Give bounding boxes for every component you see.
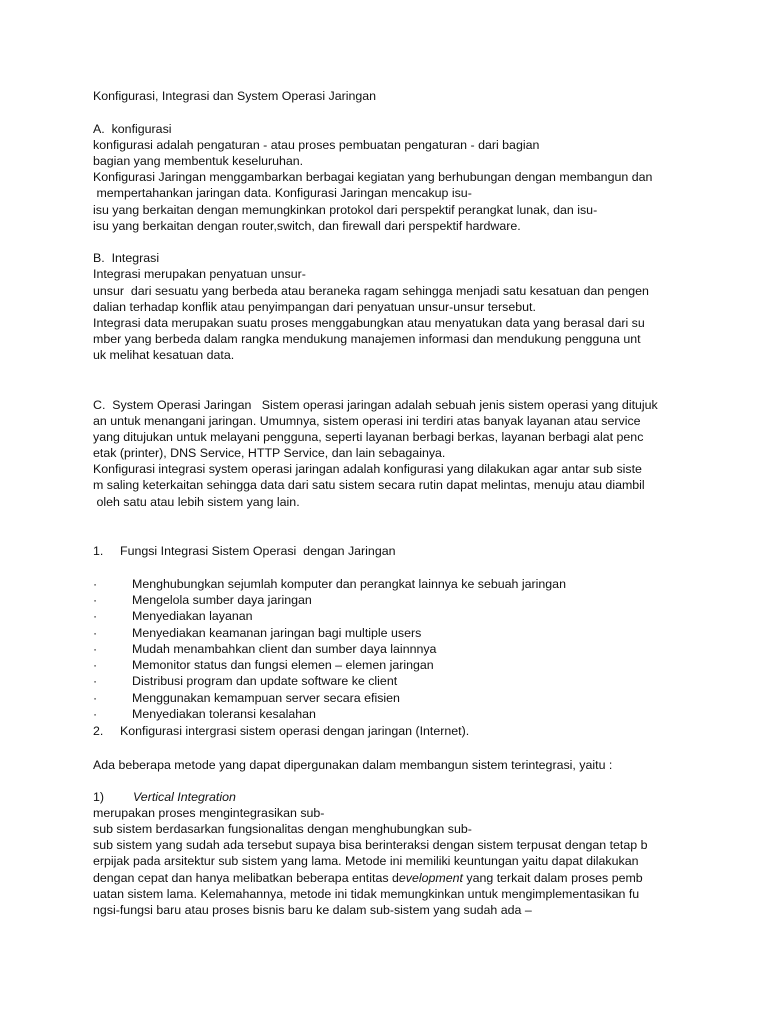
list1-number: 1.	[93, 544, 104, 558]
section-b-line: Integrasi data merupakan suatu proses menggabungkan atau menyatukan data yang berasal dari su	[93, 316, 645, 330]
list-item: Mudah menambahkan client dan sumber daya lainnnya	[132, 642, 437, 656]
method1-line5-end: yang terkait dalam proses pemb	[462, 871, 643, 885]
list-item: Menyediakan toleransi kesalahan	[132, 707, 316, 721]
section-b-heading: B. Integrasi	[93, 251, 160, 265]
section-c-line: etak (printer), DNS Service, HTTP Service, dan lain sebagainya.	[93, 446, 446, 460]
list2-heading: Konfigurasi intergrasi sistem operasi dengan jaringan (Internet).	[120, 724, 470, 738]
list2-number: 2.	[93, 724, 104, 738]
methods-intro: Ada beberapa metode yang dapat dipergunakan dalam membangun sistem terintegrasi, yaitu :	[93, 758, 613, 772]
section-a-line: bagian yang membentuk keseluruhan.	[93, 154, 304, 168]
method1-line: sub sistem yang sudah ada tersebut supaya bisa berinteraksi dengan sistem terpusat dengan tetap b	[93, 838, 648, 852]
section-a-line: konfigurasi adalah pengaturan - atau proses pembuatan pengaturan - dari bagian	[93, 138, 540, 152]
method1-line5-italic: evelopment	[398, 871, 463, 885]
section-a-heading: A. konfigurasi	[93, 122, 172, 136]
bullet-icon: ·	[93, 707, 98, 721]
section-a-line: mempertahankan jaringan data. Konfigurasi Jaringan mencakup isu-	[93, 186, 472, 200]
bullet-icon: ·	[93, 577, 98, 591]
method1-line: ngsi-fungsi baru atau proses bisnis baru ke dalam sub-sistem yang sudah ada –	[93, 903, 532, 917]
method1-line: uatan sistem lama. Kelemahannya, metode ini tidak memungkinkan untuk mengimplementasikan fu	[93, 887, 640, 901]
bullet-icon: ·	[93, 642, 98, 656]
section-a-line: Konfigurasi Jaringan menggambarkan berbagai kegiatan yang berhubungan dengan membangun dan	[93, 170, 653, 184]
section-c-line: C. System Operasi Jaringan Sistem operasi jaringan adalah sebuah jenis sistem operasi yang ditujuk	[93, 398, 658, 412]
section-c-line: an untuk menangani jaringan. Umumnya, sistem operasi ini terdiri atas banyak layanan atau service	[93, 414, 641, 428]
bullet-icon: ·	[93, 609, 98, 623]
section-a-line: isu yang berkaitan dengan router,switch, dan firewall dari perspektif hardware.	[93, 219, 521, 233]
section-c-line: m saling keterkaitan sehingga data dari satu sistem secara rutin dapat melintas, menuju atau diambil	[93, 478, 645, 492]
bullet-icon: ·	[93, 593, 98, 607]
list-item: Memonitor status dan fungsi elemen – elemen jaringan	[132, 658, 434, 672]
method1-number: 1)	[93, 790, 105, 804]
bullet-icon: ·	[93, 691, 98, 705]
section-a-line: isu yang berkaitan dengan memungkinkan protokol dari perspektif perangkat lunak, dan isu-	[93, 203, 598, 217]
list-item: Mengelola sumber daya jaringan	[132, 593, 312, 607]
method1-line: sub sistem berdasarkan fungsionalitas dengan menghubungkan sub-	[93, 822, 472, 836]
method1-line5-start: dengan cepat dan hanya melibatkan beberapa entitas d	[93, 871, 399, 885]
section-c-line: yang ditujukan untuk melayani pengguna, seperti layanan berbagi berkas, layanan berbagi alat penc	[93, 430, 644, 444]
section-c-line: oleh satu atau lebih sistem yang lain.	[93, 495, 300, 509]
list1-heading: Fungsi Integrasi Sistem Operasi dengan Jaringan	[120, 544, 396, 558]
list-item: Distribusi program dan update software ke client	[132, 674, 398, 688]
bullet-icon: ·	[93, 674, 98, 688]
method1-line	[93, 870, 643, 886]
list-item: Menyediakan layanan	[132, 609, 253, 623]
bullet-icon: ·	[93, 626, 98, 640]
method1-line: erpijak pada arsitektur sub sistem yang lama. Metode ini memiliki keuntungan yaitu dapat dilakukan	[93, 854, 639, 868]
method1-heading: Vertical Integration	[133, 790, 236, 804]
section-b-line: unsur dari sesuatu yang berbeda atau beraneka ragam sehingga menjadi satu kesatuan dan pengen	[93, 284, 649, 298]
section-b-line: uk melihat kesatuan data.	[93, 348, 235, 362]
section-c-line: Konfigurasi integrasi system operasi jaringan adalah konfigurasi yang dilakukan agar antar sub siste	[93, 462, 642, 476]
list-item: Menyediakan keamanan jaringan bagi multiple users	[132, 626, 422, 640]
bullet-icon: ·	[93, 658, 98, 672]
method1-line: merupakan proses mengintegrasikan sub-	[93, 806, 325, 820]
document-title: Konfigurasi, Integrasi dan System Operasi Jaringan	[93, 89, 377, 103]
list-item: Menghubungkan sejumlah komputer dan perangkat lainnya ke sebuah jaringan	[132, 577, 566, 591]
section-b-line: Integrasi merupakan penyatuan unsur-	[93, 267, 306, 281]
section-b-line: mber yang berbeda dalam rangka mendukung manajemen informasi dan mendukung pengguna unt	[93, 332, 641, 346]
section-b-line: dalian terhadap konflik atau penyimpangan dari penyatuan unsur-unsur tersebut.	[93, 300, 536, 314]
list-item: Menggunakan kemampuan server secara efisien	[132, 691, 400, 705]
